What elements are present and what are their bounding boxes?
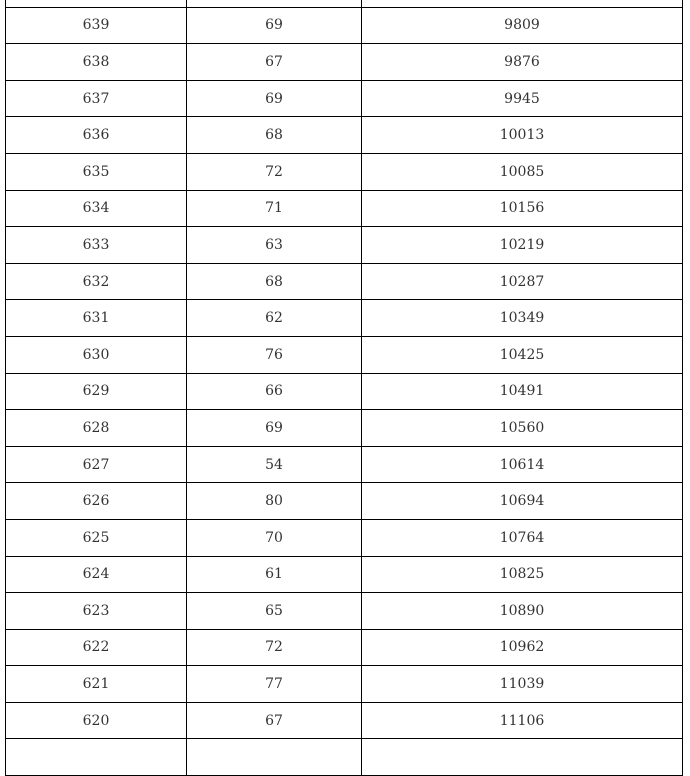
count-cell	[187, 739, 362, 776]
score-cell: 622	[6, 629, 187, 666]
count-cell: 67	[187, 702, 362, 739]
table-row	[6, 336, 683, 373]
count-cell: 68	[187, 263, 362, 300]
table-row	[6, 702, 683, 739]
table-row	[6, 373, 683, 410]
count-cell: 70	[187, 519, 362, 556]
count-cell: 69	[187, 7, 362, 44]
score-cell: 634	[6, 190, 187, 227]
table-row	[6, 300, 683, 337]
score-cell: 624	[6, 556, 187, 593]
cumulative-cell: 10425	[362, 336, 683, 373]
count-cell: 65	[187, 593, 362, 630]
count-cell: 80	[187, 483, 362, 520]
table-row	[6, 410, 683, 447]
count-cell	[187, 0, 362, 7]
cumulative-cell: 10349	[362, 300, 683, 337]
score-cell: 631	[6, 300, 187, 337]
score-cell: 626	[6, 483, 187, 520]
cumulative-cell: 10013	[362, 117, 683, 154]
cumulative-cell: 10560	[362, 410, 683, 447]
cumulative-cell: 10694	[362, 483, 683, 520]
score-distribution-table	[5, 0, 683, 776]
count-cell: 61	[187, 556, 362, 593]
score-table-container	[5, 0, 682, 776]
cumulative-cell: 9876	[362, 44, 683, 81]
cumulative-cell: 10085	[362, 153, 683, 190]
cumulative-cell	[362, 0, 683, 7]
score-cell: 633	[6, 227, 187, 264]
score-cell: 621	[6, 666, 187, 703]
score-cell: 629	[6, 373, 187, 410]
table-row	[6, 7, 683, 44]
cumulative-cell: 9945	[362, 80, 683, 117]
cumulative-cell: 10764	[362, 519, 683, 556]
cumulative-cell: 10219	[362, 227, 683, 264]
count-cell: 62	[187, 300, 362, 337]
table-row	[6, 44, 683, 81]
cumulative-cell: 10614	[362, 446, 683, 483]
score-cell	[6, 739, 187, 776]
count-cell: 54	[187, 446, 362, 483]
count-cell: 76	[187, 336, 362, 373]
table-body	[6, 0, 683, 776]
table-row	[6, 483, 683, 520]
table-row	[6, 153, 683, 190]
count-cell: 71	[187, 190, 362, 227]
score-cell: 635	[6, 153, 187, 190]
score-cell: 628	[6, 410, 187, 447]
score-cell: 639	[6, 7, 187, 44]
cumulative-cell: 10890	[362, 593, 683, 630]
table-row	[6, 227, 683, 264]
score-cell: 630	[6, 336, 187, 373]
cumulative-cell: 10287	[362, 263, 683, 300]
count-cell: 72	[187, 153, 362, 190]
table-row	[6, 629, 683, 666]
count-cell: 77	[187, 666, 362, 703]
table-row	[6, 263, 683, 300]
cumulative-cell: 10962	[362, 629, 683, 666]
table-row	[6, 666, 683, 703]
table-row	[6, 556, 683, 593]
cumulative-cell: 10156	[362, 190, 683, 227]
count-cell: 68	[187, 117, 362, 154]
table-row	[6, 80, 683, 117]
table-row	[6, 519, 683, 556]
table-row	[6, 190, 683, 227]
table-row	[6, 739, 683, 776]
score-cell: 620	[6, 702, 187, 739]
count-cell: 72	[187, 629, 362, 666]
table-row	[6, 446, 683, 483]
score-cell	[6, 0, 187, 7]
score-cell: 636	[6, 117, 187, 154]
score-cell: 625	[6, 519, 187, 556]
score-cell: 623	[6, 593, 187, 630]
cumulative-cell	[362, 739, 683, 776]
count-cell: 67	[187, 44, 362, 81]
score-cell: 632	[6, 263, 187, 300]
table-row	[6, 593, 683, 630]
count-cell: 66	[187, 373, 362, 410]
cumulative-cell: 11039	[362, 666, 683, 703]
cumulative-cell: 10491	[362, 373, 683, 410]
score-cell: 627	[6, 446, 187, 483]
score-cell: 638	[6, 44, 187, 81]
cumulative-cell: 11106	[362, 702, 683, 739]
count-cell: 69	[187, 80, 362, 117]
count-cell: 63	[187, 227, 362, 264]
cumulative-cell: 9809	[362, 7, 683, 44]
score-cell: 637	[6, 80, 187, 117]
table-row	[6, 0, 683, 7]
table-row	[6, 117, 683, 154]
cumulative-cell: 10825	[362, 556, 683, 593]
count-cell: 69	[187, 410, 362, 447]
